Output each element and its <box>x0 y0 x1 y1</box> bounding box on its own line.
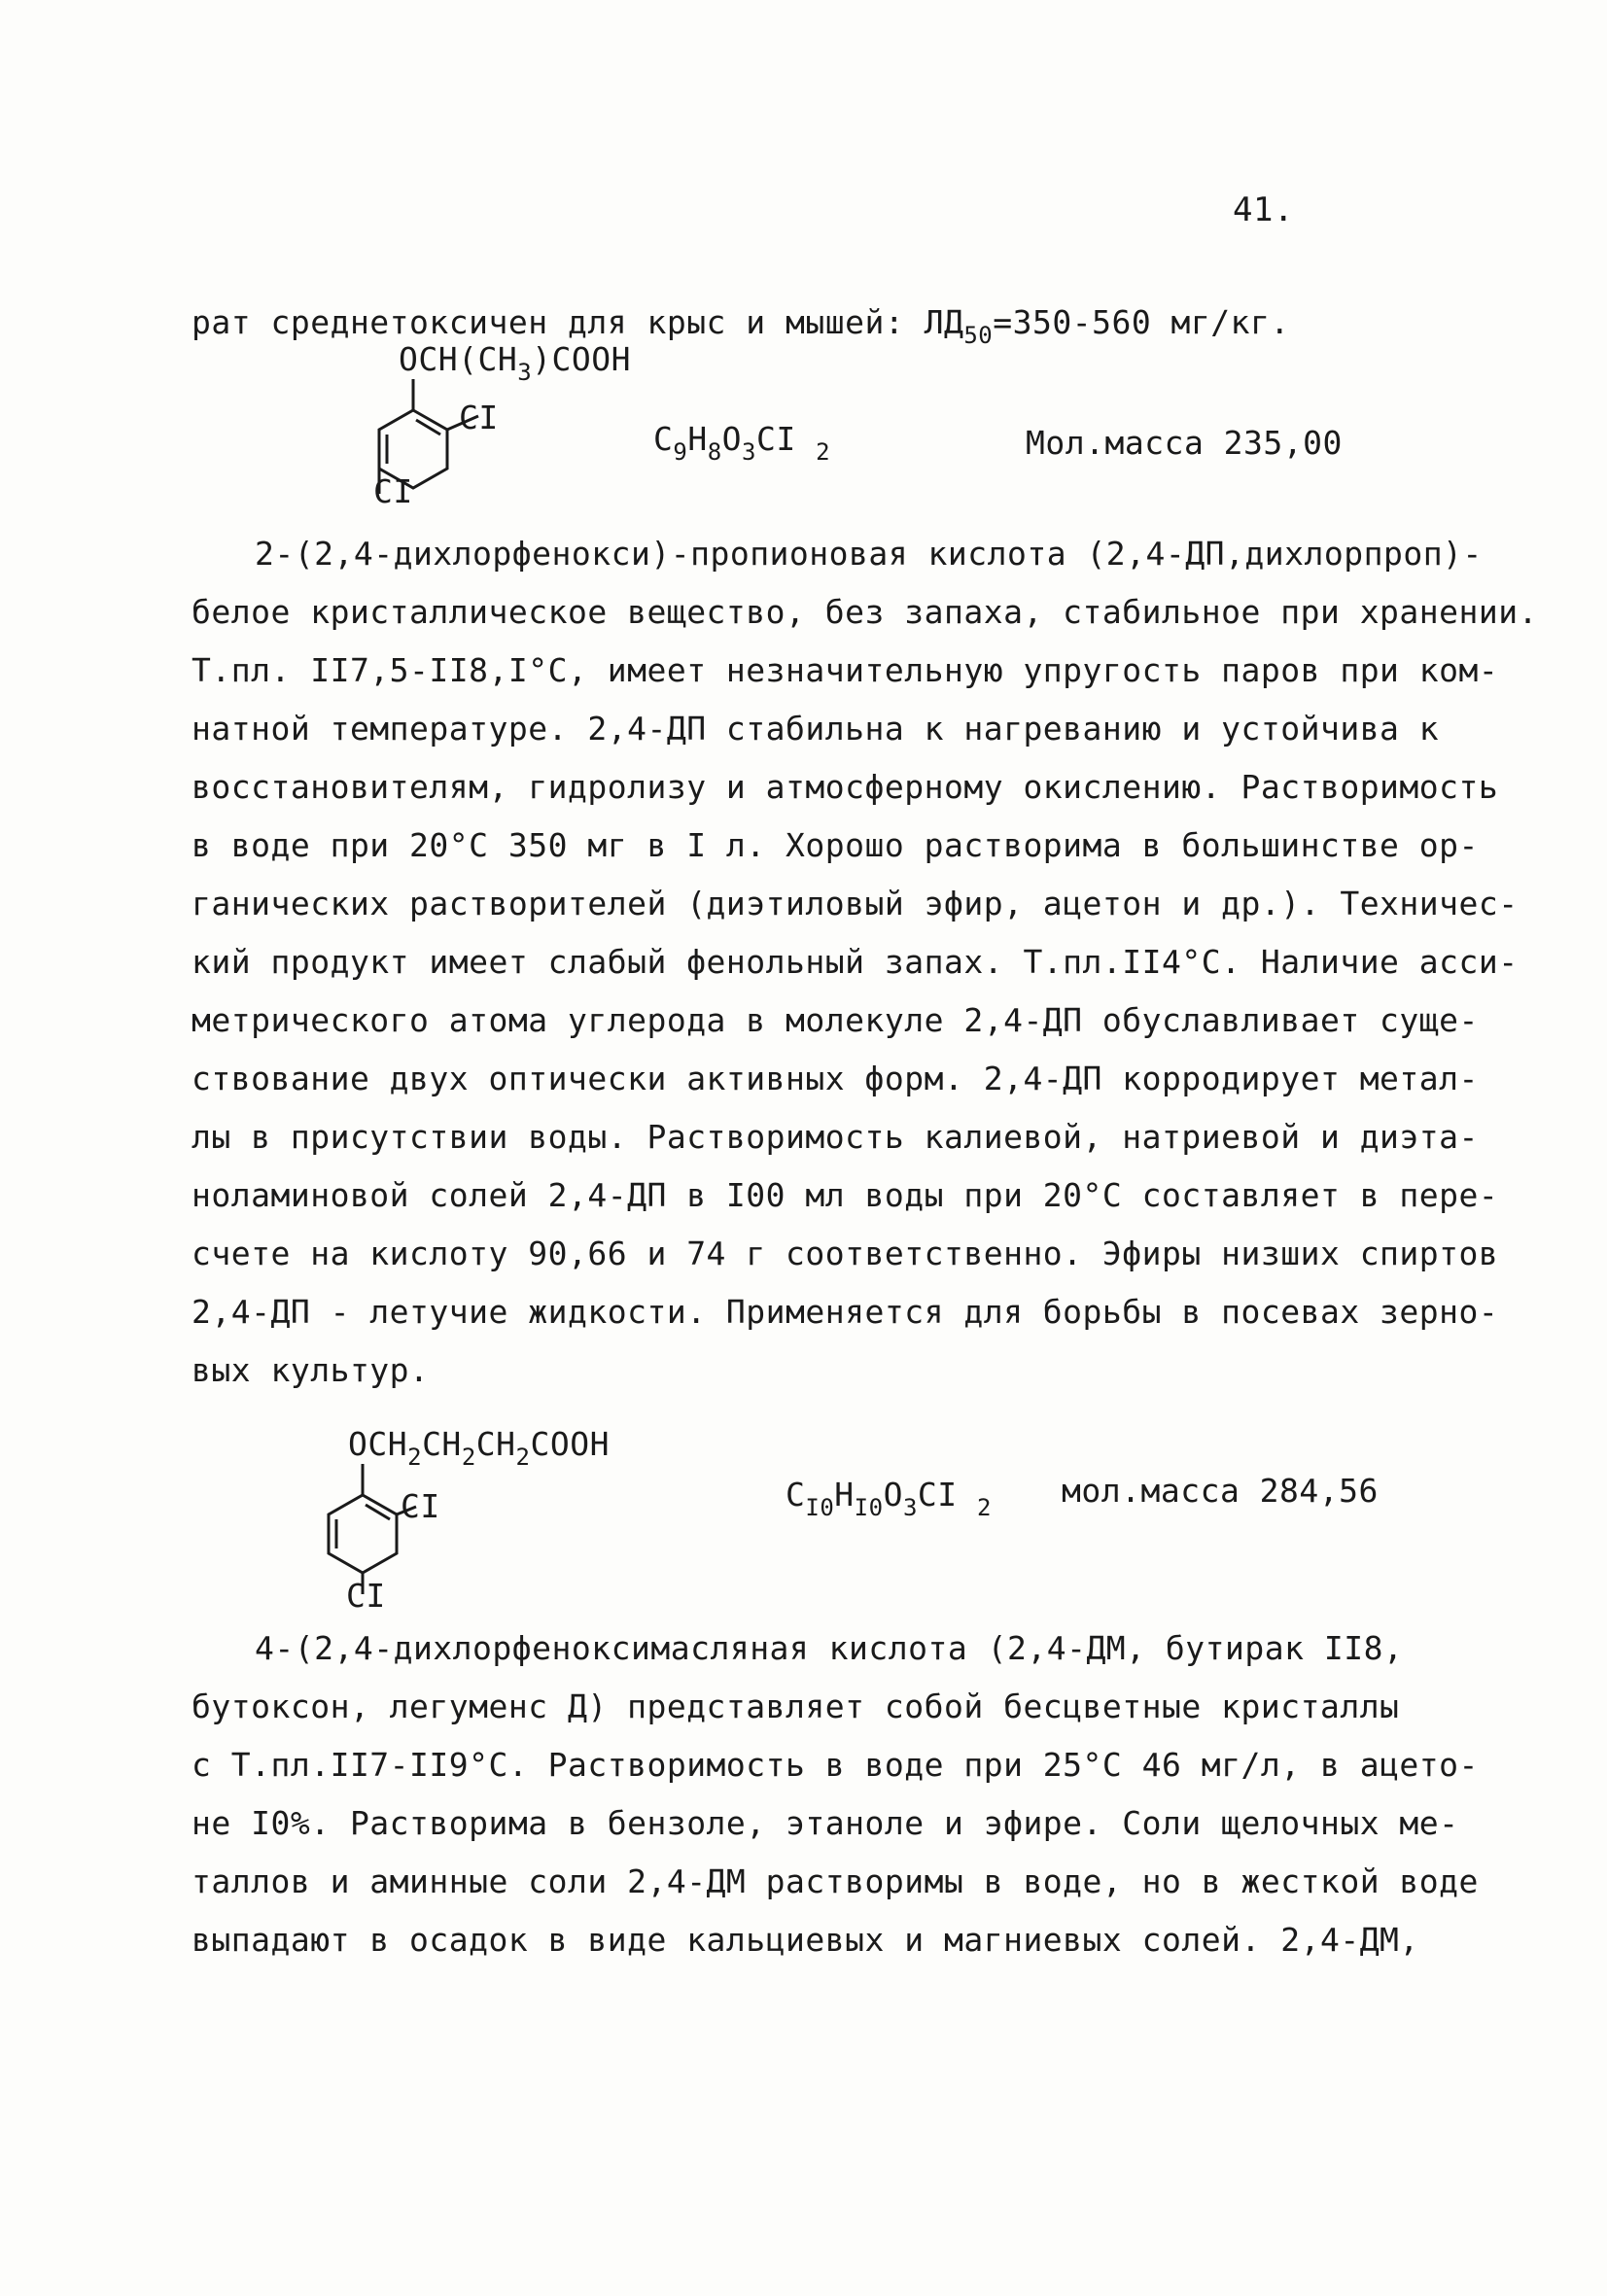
f2-h-sub: I0 <box>854 1494 884 1521</box>
p2-line: не I0%. Растворима в бензоле, этаноле и эфире. Соли щелочных ме- <box>192 1804 1459 1842</box>
intro-rest: =350-560 мг/кг. <box>993 303 1290 341</box>
p1-line: кий продукт имеет слабый фенольный запах. Т.пл.II4°С. Наличие асси- <box>192 943 1519 981</box>
compound1-formula <box>653 420 830 466</box>
c2-b-sub: 2 <box>461 1444 476 1471</box>
f1-c: C <box>653 420 674 458</box>
intro-text: рат среднетоксичен для крыс и мышей: ЛД <box>192 303 964 341</box>
p1-line: ноламиновой солей 2,4-ДП в I00 мл воды при 20°С составляет в пере- <box>192 1176 1499 1214</box>
intro-subscript: 50 <box>963 322 994 349</box>
compound2-mass: мол.масса 284,56 <box>1062 1472 1379 1510</box>
p1-line: восстановителям, гидролизу и атмосферному окислению. Растворимость <box>192 768 1499 806</box>
f1-c-sub: 9 <box>673 438 688 466</box>
compound2-substituent-bottom: CI <box>346 1577 386 1615</box>
p2-line: с Т.пл.II7-II9°С. Растворимость в воде при 25°С 46 мг/л, в ацето- <box>192 1746 1479 1784</box>
compound1-substituent-bottom: CI <box>373 472 413 510</box>
p1-line: натной температуре. 2,4-ДП стабильна к нагреванию и устойчива к <box>192 710 1440 748</box>
p1-line: Т.пл. II7,5-II8,I°C, имеет незначительную упругость паров при ком- <box>192 651 1499 689</box>
c2-b: CH <box>422 1425 462 1463</box>
p1-line: ганических растворителей (диэтиловый эфир, ацетон и др.). Техничес- <box>192 885 1519 922</box>
f2-o: O <box>883 1476 903 1513</box>
p1-line: лы в присутствии воды. Растворимость калиевой, натриевой и диэта- <box>192 1118 1479 1156</box>
p2-line: таллов и аминные соли 2,4-ДМ растворимы в воде, но в жесткой воде <box>192 1862 1479 1900</box>
compound1-chain-top: OCH(CH <box>399 340 518 378</box>
f1-o: O <box>721 420 743 458</box>
f1-cl-sub: 2 <box>816 438 831 466</box>
f1-o-sub: 3 <box>742 438 756 466</box>
f1-h: H <box>687 420 708 458</box>
page-number: 41. <box>1233 191 1294 229</box>
p1-line: 2-(2,4-дихлорфенокси)-пропионовая кислота (2,4-ДП,дихлорпроп)- <box>255 535 1483 573</box>
p1-line: счете на кислоту 90,66 и 74 г соответственно. Эфиры низших спиртов <box>192 1235 1499 1272</box>
p1-line: вых культур. <box>192 1351 430 1389</box>
compound1-mass: Мол.масса 235,00 <box>1026 424 1343 462</box>
c2-a-sub: 2 <box>407 1444 423 1471</box>
p1-line: метрического атома углерода в молекуле 2,4-ДП обуславливает суще- <box>192 1001 1479 1039</box>
f2-cl-sub: 2 <box>977 1494 992 1521</box>
compound2-formula <box>786 1476 992 1521</box>
f2-c: C <box>786 1476 806 1513</box>
f2-c-sub: I0 <box>805 1494 835 1521</box>
compound2-substituent-right: CI <box>401 1487 440 1525</box>
p1-line: ствование двух оптически активных форм. 2,4-ДП корродирует метал- <box>192 1060 1479 1097</box>
f1-h-sub: 8 <box>707 438 722 466</box>
compound1-chain-sub: 3 <box>517 359 533 386</box>
f2-h: H <box>834 1476 855 1513</box>
compound2-benzene-ring <box>319 1464 455 1600</box>
c2-c: CH <box>475 1425 516 1463</box>
f1-cl: CI <box>755 420 796 458</box>
p2-line: 4-(2,4-дихлорфеноксимасляная кислота (2,4-ДМ, бутирак II8, <box>255 1629 1404 1667</box>
c2-c-sub: 2 <box>515 1444 531 1471</box>
p2-line: бутоксон, легуменс Д) представляет собой бесцветные кристаллы <box>192 1687 1400 1725</box>
p1-line: белое кристаллическое вещество, без запаха, стабильное при хранении. <box>192 593 1539 631</box>
c2-d: COOH <box>530 1425 610 1463</box>
f2-o-sub: 3 <box>902 1494 918 1521</box>
intro-line <box>192 303 1290 349</box>
p1-line: 2,4-ДП - летучие жидкости. Применяется для борьбы в посевах зерно- <box>192 1293 1499 1331</box>
f2-cl: CI <box>917 1476 958 1513</box>
c2-a: OCH <box>348 1425 408 1463</box>
compound1-chain-end: )COOH <box>532 340 632 378</box>
compound1-substituent-right: CI <box>459 399 499 436</box>
p1-line: в воде при 20°С 350 мг в I л. Хорошо растворима в большинстве ор- <box>192 826 1479 864</box>
p2-line: выпадают в осадок в виде кальциевых и магниевых солей. 2,4-ДМ, <box>192 1921 1419 1959</box>
